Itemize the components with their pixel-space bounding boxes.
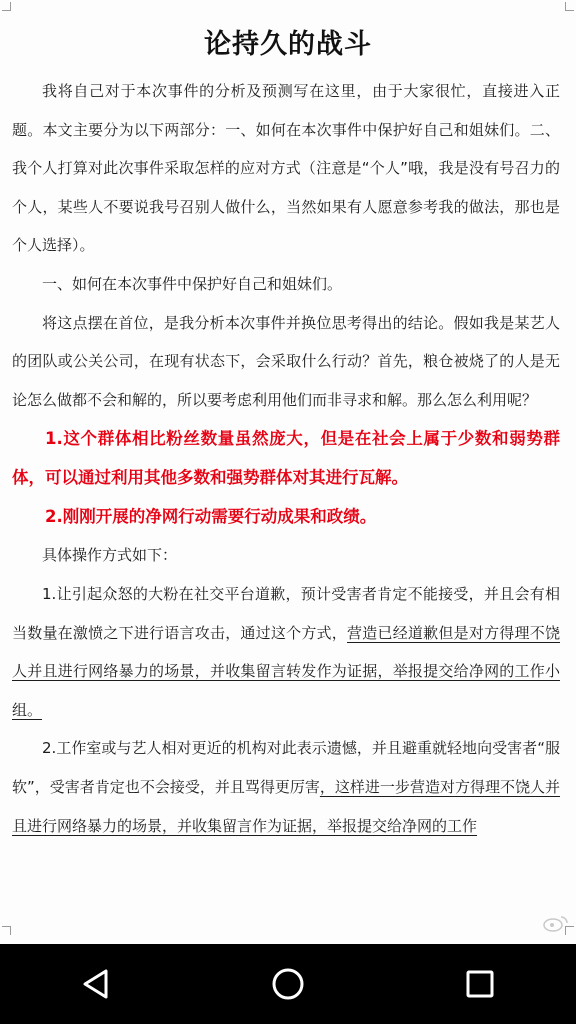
paragraph-method-heading: 具体操作方式如下： (42, 546, 178, 565)
weibo-watermark-icon (542, 914, 570, 932)
back-button[interactable] (66, 954, 126, 1014)
page-corner-mark (565, 2, 574, 11)
step-one-underlined: 营造已经道歉但是对方得理不饶人并且进行网络暴力的场景，并收集留言转发作为证据，举报提交给净网的工作小组。 (12, 623, 560, 719)
back-triangle-icon (81, 968, 111, 1000)
watermark (542, 914, 570, 935)
highlight-point-two: 2.刚刚开展的净网行动需要行动成果和政绩。 (45, 507, 377, 527)
step-one-text: 1.让引起众怒的大粉在社交平台道歉，预计受害者肯定不能接受，并且会有相当数量在激愤之下进行语言攻击，通过这个方式， (12, 584, 560, 642)
page-corner-mark (2, 926, 11, 935)
step-two-text: 2.工作室或与艺人相对更近的机构对此表示遗憾，并且避重就轻地向受害者“服软”，受害者肯定也不会接受，并且骂得更厉害 (12, 739, 560, 796)
step-two-underlined: ，这样进一步营造对方得理不饶人并且进行网络暴力的场景，并收集留言作为证据，举报提交给净网的工作 (12, 777, 560, 835)
section-heading-one: 一、如何在本次事件中保护好自己和姐妹们。 (42, 274, 343, 293)
page-corner-mark (2, 2, 11, 11)
recents-square-icon (465, 969, 495, 999)
paragraph-step-two (12, 729, 560, 845)
document-body (12, 72, 560, 845)
highlight-point-one: 1.这个群体相比粉丝数量虽然庞大，但是在社会上属于少数和弱势群体，可以通过利用其他多数和强势群体对其进行瓦解。 (12, 429, 560, 488)
paragraph-analysis: 将这点摆在首位，是我分析本次事件并换位思考得出的结论。假如我是某艺人的团队或公关公司，在现有状态下，会采取什么行动？首先，粮仓被烧了的人是无论怎么做都不会和解的，所以要考虑利用他们而非寻求和解。那么怎么利用呢？ (12, 313, 560, 409)
paragraph-step-one (12, 575, 560, 729)
document-title: 论持久的战斗 (204, 29, 372, 60)
android-navigation-bar (0, 944, 576, 1024)
home-button[interactable] (258, 954, 318, 1014)
paragraph-intro: 我将自己对于本次事件的分析及预测写在这里，由于大家很忙，直接进入正题。本文主要分为以下两部分：一、如何在本次事件中保护好自己和姐妹们。二、我个人打算对此次事件采取怎样的应对方式（注意是“个人”哦，我是没有号召力的个人，某些人不要说我号召别人做什么，当然如果有人愿意参考我的做法，那也是个人选择）。 (12, 82, 560, 255)
home-circle-icon (271, 967, 305, 1001)
recents-button[interactable] (450, 954, 510, 1014)
